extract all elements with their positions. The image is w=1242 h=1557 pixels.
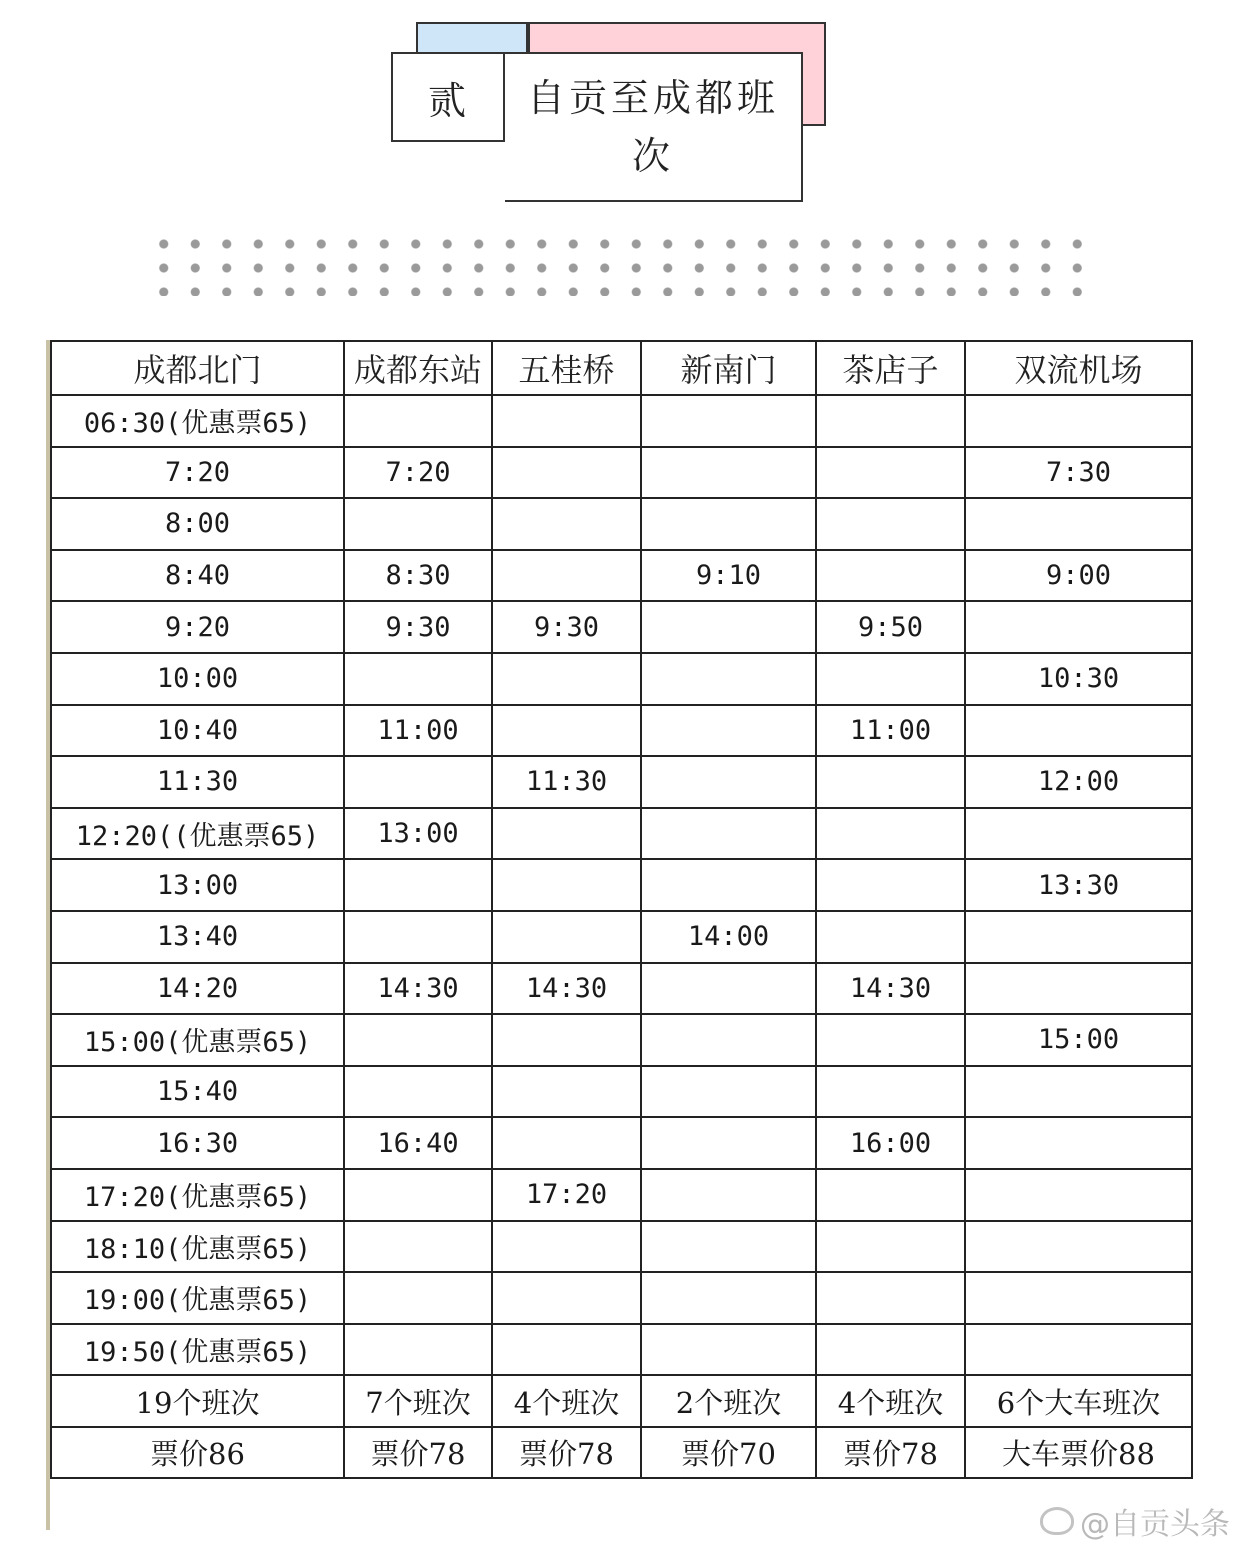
table-cell: 10:00 [51,653,344,705]
table-cell [344,498,492,550]
table-cell [816,911,965,963]
table-cell [492,1272,641,1324]
table-cell [816,859,965,911]
table-cell [816,1272,965,1324]
table-cell [816,1221,965,1273]
trip-count-cell: 7个班次 [344,1375,492,1427]
table-cell [344,911,492,963]
table-cell [641,395,816,447]
table-cell: 14:30 [492,963,641,1015]
table-cell: 11:30 [492,756,641,808]
table-cell: 14:20 [51,963,344,1015]
table-cell: 17:20 [492,1169,641,1221]
table-cell: 9:30 [344,601,492,653]
watermark-text: @自贡头条 [1080,1507,1230,1542]
table-cell [641,963,816,1015]
table-cell [492,1324,641,1376]
table-row [51,498,1192,550]
table-cell [344,1169,492,1221]
table-cell [816,1014,965,1066]
table-cell [641,859,816,911]
table-cell: 8:30 [344,550,492,602]
weibo-icon [1040,1507,1074,1535]
table-cell: 7:30 [965,447,1192,499]
table-cell [344,1066,492,1118]
dot-divider [148,232,1096,296]
table-cell: 9:20 [51,601,344,653]
table-row [51,963,1192,1015]
table-cell [965,705,1192,757]
table-cell: 14:30 [816,963,965,1015]
table-cell [492,911,641,963]
table-cell [816,550,965,602]
watermark [1040,1499,1230,1543]
table-cell: 16:30 [51,1117,344,1169]
table-row [51,550,1192,602]
table-cell [641,756,816,808]
table-cell [344,1221,492,1273]
table-row [51,859,1192,911]
table-cell [492,653,641,705]
table-cell: 10:30 [965,653,1192,705]
section-title: 自贡至成都班次 [505,52,803,202]
table-cell [344,756,492,808]
table-cell [816,756,965,808]
table-row [51,1117,1192,1169]
table-cell [965,1272,1192,1324]
column-header: 新南门 [641,341,816,395]
table-cell [816,1169,965,1221]
table-cell [816,1324,965,1376]
schedule-table [50,340,1193,1479]
column-header: 成都北门 [51,341,344,395]
table-row [51,911,1192,963]
table-cell: 9:00 [965,550,1192,602]
table-cell [641,1221,816,1273]
table-cell: 14:00 [641,911,816,963]
price-cell: 票价78 [816,1427,965,1479]
table-row [51,1066,1192,1118]
table-cell [965,395,1192,447]
trip-count-cell: 4个班次 [816,1375,965,1427]
table-row [51,1014,1192,1066]
table-cell [641,498,816,550]
table-cell [492,550,641,602]
table-row [51,1221,1192,1273]
table-cell [344,1272,492,1324]
table-cell: 19:00(优惠票65) [51,1272,344,1324]
table-cell [965,601,1192,653]
table-cell: 13:30 [965,859,1192,911]
table-row [51,653,1192,705]
table-cell [492,808,641,860]
table-cell: 13:00 [344,808,492,860]
table-cell: 10:40 [51,705,344,757]
table-cell: 12:20((优惠票65) [51,808,344,860]
table-cell: 15:00 [965,1014,1192,1066]
table-cell: 14:30 [344,963,492,1015]
price-row [51,1427,1192,1479]
table-cell: 17:20(优惠票65) [51,1169,344,1221]
table-row [51,1169,1192,1221]
table-cell [641,601,816,653]
table-cell [492,1117,641,1169]
table-cell [965,1221,1192,1273]
table-cell [492,395,641,447]
table-cell [492,859,641,911]
price-cell: 票价70 [641,1427,816,1479]
table-cell [492,498,641,550]
table-cell [816,498,965,550]
table-row [51,447,1192,499]
table-cell [641,808,816,860]
table-cell [965,808,1192,860]
table-cell [641,447,816,499]
table-header-row [51,341,1192,395]
table-cell [816,1066,965,1118]
table-cell [344,395,492,447]
table-row [51,1324,1192,1376]
table-cell [344,1324,492,1376]
trip-count-cell: 2个班次 [641,1375,816,1427]
table-cell [816,653,965,705]
table-row [51,705,1192,757]
trip-count-cell: 4个班次 [492,1375,641,1427]
table-cell [965,963,1192,1015]
trip-count-cell: 19个班次 [51,1375,344,1427]
table-cell: 19:50(优惠票65) [51,1324,344,1376]
table-cell: 15:00(优惠票65) [51,1014,344,1066]
table-cell: 11:00 [816,705,965,757]
table-row [51,601,1192,653]
table-cell [641,1066,816,1118]
table-cell [492,705,641,757]
column-header: 成都东站 [344,341,492,395]
table-cell [641,1324,816,1376]
table-cell [816,395,965,447]
table-cell [965,1324,1192,1376]
table-cell: 16:00 [816,1117,965,1169]
table-cell [492,1066,641,1118]
table-cell: 9:50 [816,601,965,653]
column-header: 茶店子 [816,341,965,395]
table-cell: 16:40 [344,1117,492,1169]
section-number: 贰 [391,52,505,142]
table-cell [816,808,965,860]
trip-count-row [51,1375,1192,1427]
price-cell: 票价78 [344,1427,492,1479]
table-cell [641,1272,816,1324]
table-cell [816,447,965,499]
table-cell [641,1169,816,1221]
table-cell [641,1014,816,1066]
trip-count-cell: 6个大车班次 [965,1375,1192,1427]
table-cell: 7:20 [51,447,344,499]
table-cell [641,653,816,705]
table-cell [492,1014,641,1066]
table-cell [344,1014,492,1066]
table-cell: 8:00 [51,498,344,550]
price-cell: 票价78 [492,1427,641,1479]
table-cell: 12:00 [965,756,1192,808]
table-row [51,1272,1192,1324]
table-cell: 13:00 [51,859,344,911]
table-cell: 18:10(优惠票65) [51,1221,344,1273]
table-cell [965,1066,1192,1118]
table-cell [344,653,492,705]
table-cell [492,447,641,499]
table-cell: 7:20 [344,447,492,499]
table-cell [641,1117,816,1169]
table-cell: 06:30(优惠票65) [51,395,344,447]
table-cell: 8:40 [51,550,344,602]
table-body [51,395,1192,1478]
table-cell [965,498,1192,550]
column-header: 五桂桥 [492,341,641,395]
table-cell: 9:30 [492,601,641,653]
table-cell: 11:00 [344,705,492,757]
table-cell [641,705,816,757]
table-cell [344,859,492,911]
table-cell: 9:10 [641,550,816,602]
table-cell [965,911,1192,963]
table-cell: 13:40 [51,911,344,963]
table-row [51,808,1192,860]
price-cell: 票价86 [51,1427,344,1479]
table-row [51,395,1192,447]
table-row [51,756,1192,808]
column-header: 双流机场 [965,341,1192,395]
table-cell [965,1169,1192,1221]
table-cell: 11:30 [51,756,344,808]
table-cell: 15:40 [51,1066,344,1118]
price-cell: 大车票价88 [965,1427,1192,1479]
table-cell [492,1221,641,1273]
table-cell [965,1117,1192,1169]
